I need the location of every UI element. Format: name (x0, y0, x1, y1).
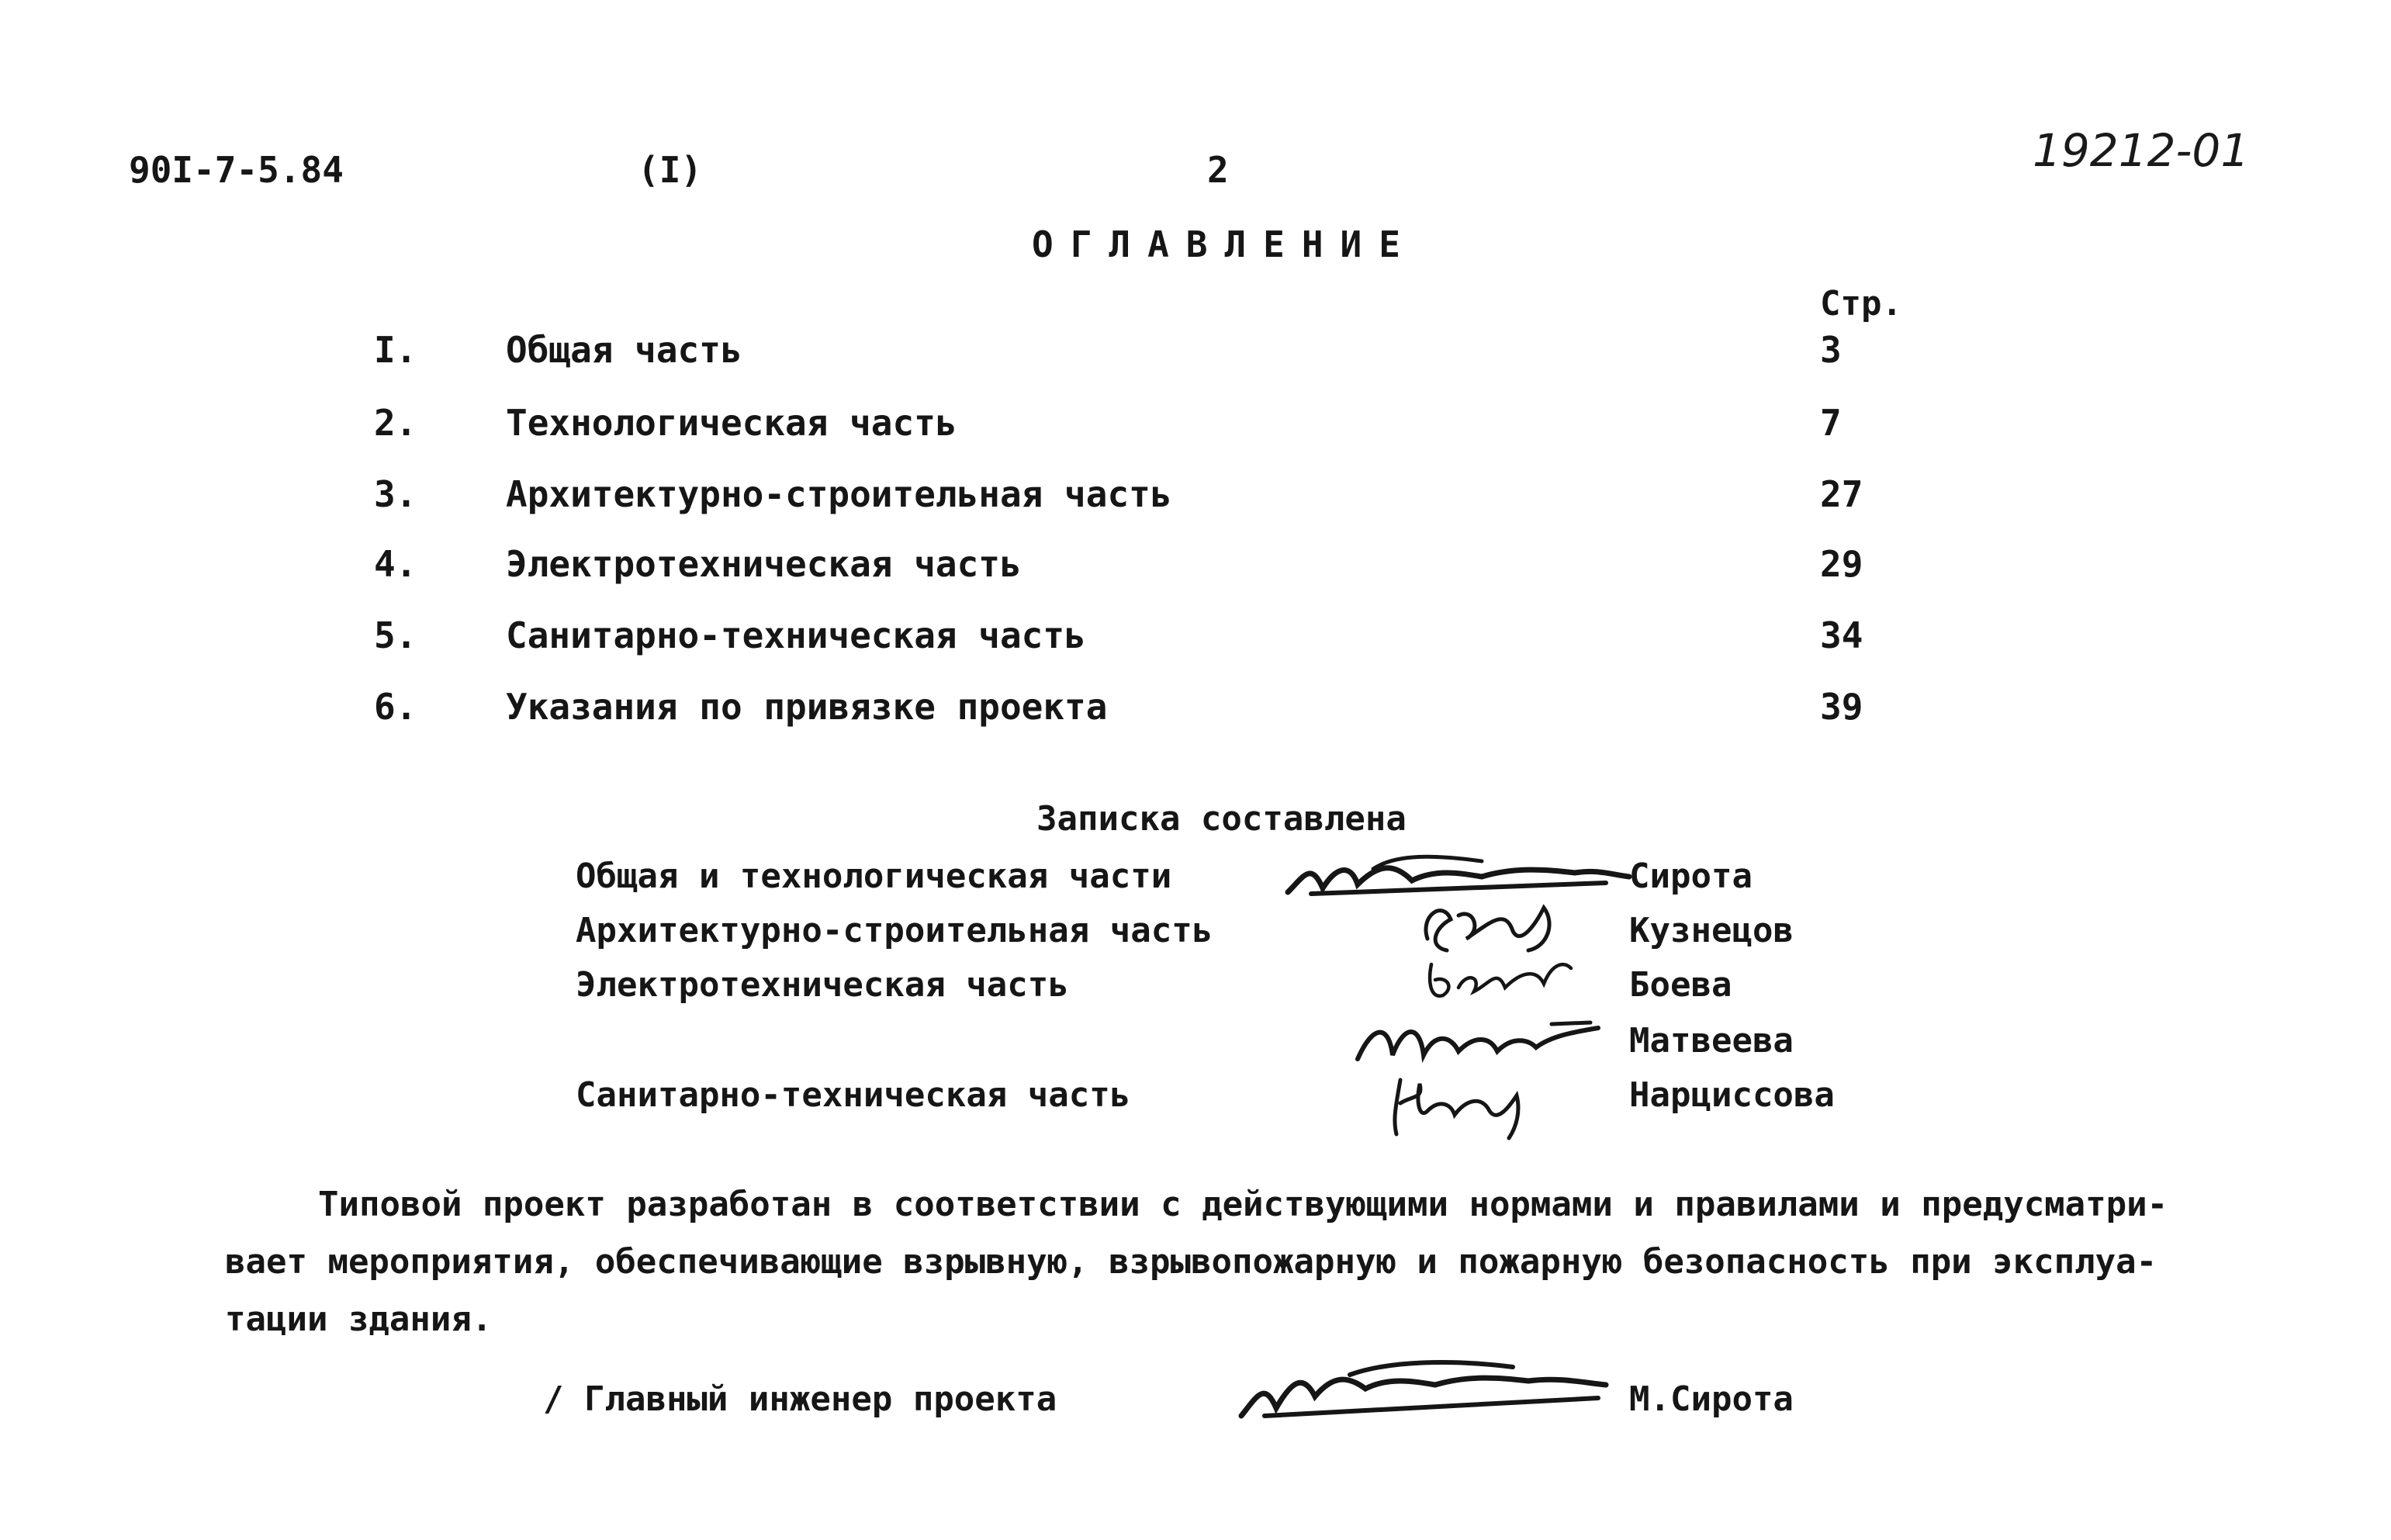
page-number: 2 (1207, 149, 1229, 191)
toc-item-page: 39 (1820, 686, 1863, 728)
signature-boeva (1420, 945, 1575, 1007)
signature-nartsissova (1381, 1064, 1536, 1142)
toc-item (0, 614, 2391, 669)
toc-item-number: 6. (374, 686, 417, 728)
compiled-by-row (0, 1021, 2391, 1075)
compliance-statement (225, 1176, 2304, 1348)
toc-item-title: Технологическая часть (506, 402, 957, 444)
toc-item-title: Архитектурно-строительная часть (506, 473, 1172, 515)
compiled-by-row (0, 1075, 2391, 1130)
toc-item (0, 686, 2391, 740)
toc-item (0, 402, 2391, 456)
volume-number: (I) (638, 149, 703, 191)
toc-item-page: 7 (1820, 402, 1842, 444)
toc-item-page: 27 (1820, 473, 1863, 515)
compiled-by-part: Электротехническая часть (576, 965, 1069, 1005)
compiled-by-name: Сирота (1629, 857, 1753, 896)
toc-item (0, 543, 2391, 597)
compiled-by-heading: Записка составлена (1036, 799, 1407, 839)
compiled-by-row (0, 965, 2391, 1019)
toc-item-page: 29 (1820, 543, 1863, 585)
compiled-by-part: Санитарно-техническая часть (576, 1075, 1131, 1115)
compiled-by-name: Матвеева (1629, 1021, 1794, 1061)
compiled-by-row (0, 857, 2391, 911)
compiled-by-name: Кузнецов (1629, 911, 1794, 950)
compiled-by-part: Общая и технологическая части (576, 857, 1172, 896)
toc-page-column-header: Стр. (1820, 284, 1902, 324)
toc-item (0, 329, 2391, 383)
statement-line: вает мероприятия, обеспечивающие взрывную, взрывопожарную и пожарную безопасность при эксплуа- (225, 1242, 2157, 1282)
toc-item (0, 473, 2391, 528)
toc-item-number: 5. (374, 614, 417, 656)
signature-chief-engineer (1234, 1350, 1621, 1428)
archive-number-handwritten: 19212-01 (2033, 124, 2250, 177)
toc-item-title: Указания по привязке проекта (506, 686, 1108, 728)
toc-item-page: 34 (1820, 614, 1863, 656)
compiled-by-part: Архитектурно-строительная часть (576, 911, 1213, 950)
toc-item-number: I. (374, 329, 417, 371)
toc-item-number: 4. (374, 543, 417, 585)
toc-title: ОГЛАВЛЕНИЕ (1032, 223, 1417, 265)
compiled-by-name: Нарциссова (1629, 1075, 1835, 1115)
statement-line: тации здания. (225, 1299, 493, 1339)
toc-item-title: Общая часть (506, 329, 742, 371)
toc-item-title: Электротехническая часть (506, 543, 1022, 585)
statement-line: Типовой проект разработан в соответствии с действующими нормами и правилами и предусматри- (318, 1185, 2168, 1224)
chief-engineer-label: / Главный инженер проекта (543, 1379, 1057, 1419)
chief-engineer-name: М.Сирота (1629, 1379, 1794, 1419)
document-code: 90I-7-5.84 (129, 149, 344, 191)
compiled-by-row (0, 911, 2391, 965)
signature-matveeva (1350, 1009, 1606, 1071)
toc-item-page: 3 (1820, 329, 1842, 371)
toc-item-number: 3. (374, 473, 417, 515)
toc-item-title: Санитарно-техническая часть (506, 614, 1086, 656)
compiled-by-name: Боева (1629, 965, 1732, 1005)
toc-item-number: 2. (374, 402, 417, 444)
